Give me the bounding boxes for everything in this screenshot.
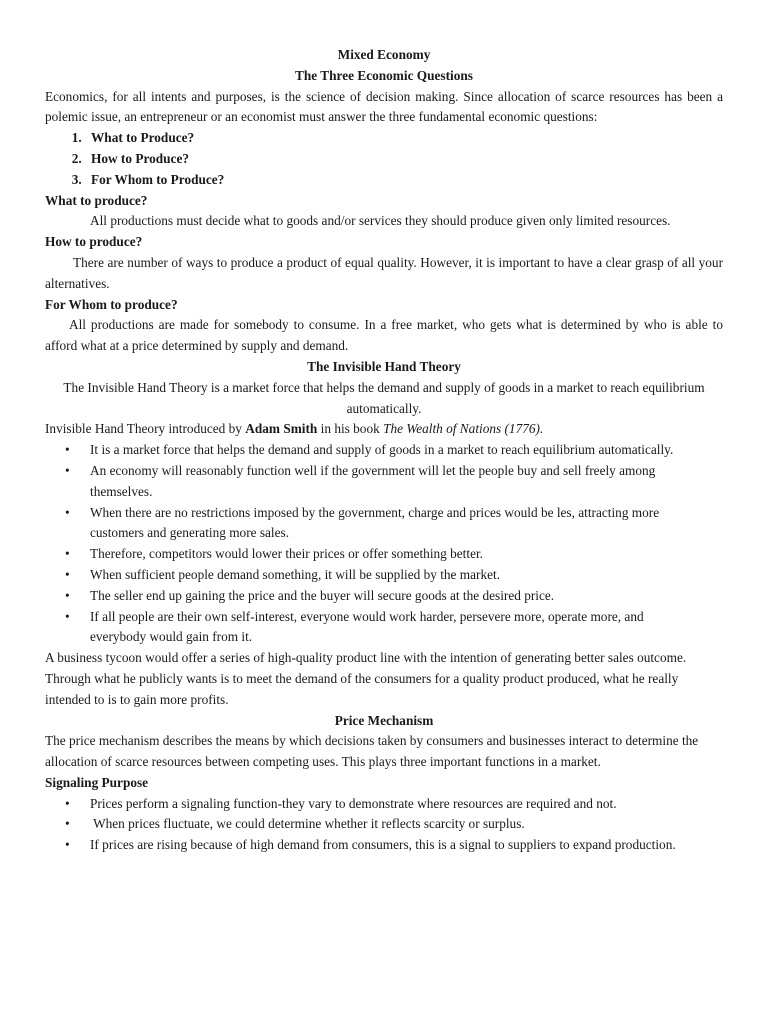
intro-paragraph: Economics, for all intents and purposes, is the science of decision making. Since allocation of scarce resources has been a polemic issue, an entrepreneur or an economist must answer the three fundamental economic questions: (45, 88, 723, 125)
bullet-icon: • (65, 587, 70, 603)
bullet-icon: • (65, 795, 70, 811)
list-item (65, 544, 693, 565)
list-item (65, 607, 693, 649)
section-heading-how: How to produce? (45, 234, 143, 250)
bullet-text: Prices perform a signaling function-they vary to demonstrate where resources are required and not. (90, 795, 617, 811)
section-heading-what: What to produce? (45, 192, 148, 208)
bullet-text: If all people are their own self-interest, everyone would work harder, persevere more, operate more, and everybody would gain from it. (90, 608, 644, 645)
price-mechanism-text: The price mechanism describes the means by which decisions taken by consumers and businesses interact to determine the allocation of scarce resources between competing uses. This plays three important functions in a market. (45, 733, 699, 770)
invisible-hand-bullets (45, 440, 723, 648)
list-item (65, 440, 693, 461)
price-mechanism-heading: Price Mechanism (334, 712, 434, 728)
section-text-what: All productions must decide what to goods and/or services they should produce given only limited resources. (90, 213, 671, 229)
invisible-hand-definition: The Invisible Hand Theory is a market force that helps the demand and supply of goods in a market to reach equilibrium automatically. (63, 379, 705, 416)
list-item: 2. How to Produce? (85, 149, 723, 170)
intro-middle: in his book (317, 421, 384, 437)
bullet-icon: • (65, 566, 70, 582)
bullet-text: When sufficient people demand something, it will be supplied by the market. (90, 566, 501, 582)
section-text-for-whom: All productions are made for somebody to consume. In a free market, who gets what is determined by who is able to afford what at a price determined by supply and demand. (45, 317, 723, 354)
invisible-hand-heading: The Invisible Hand Theory (307, 358, 461, 374)
list-item (65, 814, 723, 835)
book-title: The Wealth of Nations (1776). (383, 421, 544, 437)
section-heading-for-whom: For Whom to produce? (45, 296, 178, 312)
bullet-icon: • (65, 816, 70, 832)
list-item (65, 794, 723, 815)
document-subtitle: The Three Economic Questions (295, 67, 473, 83)
bullet-text: The seller end up gaining the price and the buyer will secure goods at the desired price. (90, 587, 555, 603)
bullet-text: When there are no restrictions imposed by the government, charge and prices would be les, attracting more customers and generating more sales. (90, 504, 660, 541)
list-item (65, 586, 693, 607)
bullet-icon: • (65, 837, 70, 853)
list-item: 1. What to Produce? (85, 128, 723, 149)
bullet-icon: • (65, 546, 70, 562)
signaling-purpose-heading: Signaling Purpose (45, 774, 149, 790)
intro-prefix: Invisible Hand Theory introduced by (45, 421, 246, 437)
bullet-icon: • (65, 442, 70, 458)
invisible-hand-closing: A business tycoon would offer a series of high-quality product line with the intention of generating better sales outcome. Through what he publicly wants is to meet the demand of the consumers for a quality product produced, what he really intended to is to gain more profits. (45, 650, 687, 707)
bullet-icon: • (65, 462, 70, 478)
list-item: 3. For Whom to Produce? (85, 170, 723, 191)
section-text-how: There are number of ways to produce a product of equal quality. However, it is important to have a clear grasp of all your alternatives. (45, 254, 723, 291)
signaling-bullets (45, 794, 723, 856)
list-item (65, 461, 693, 503)
document-title: Mixed Economy (337, 47, 431, 62)
bullet-text: When prices fluctuate, we could determine whether it reflects scarcity or surplus. (90, 816, 525, 832)
invisible-hand-intro (45, 419, 723, 440)
questions-list (45, 128, 723, 190)
list-item (65, 565, 693, 586)
author-name: Adam Smith (245, 421, 318, 437)
list-item (65, 503, 693, 545)
bullet-text: If prices are rising because of high demand from consumers, this is a signal to suppliers to expand production. (90, 837, 676, 853)
bullet-text: It is a market force that helps the demand and supply of goods in a market to reach equilibrium automatically. (90, 442, 674, 458)
bullet-icon: • (65, 608, 70, 624)
list-item (65, 835, 723, 856)
bullet-text: Therefore, competitors would lower their prices or offer something better. (90, 546, 483, 562)
bullet-icon: • (65, 504, 70, 520)
bullet-text: An economy will reasonably function well if the government will let the people buy and sell freely among themselves. (90, 462, 656, 499)
